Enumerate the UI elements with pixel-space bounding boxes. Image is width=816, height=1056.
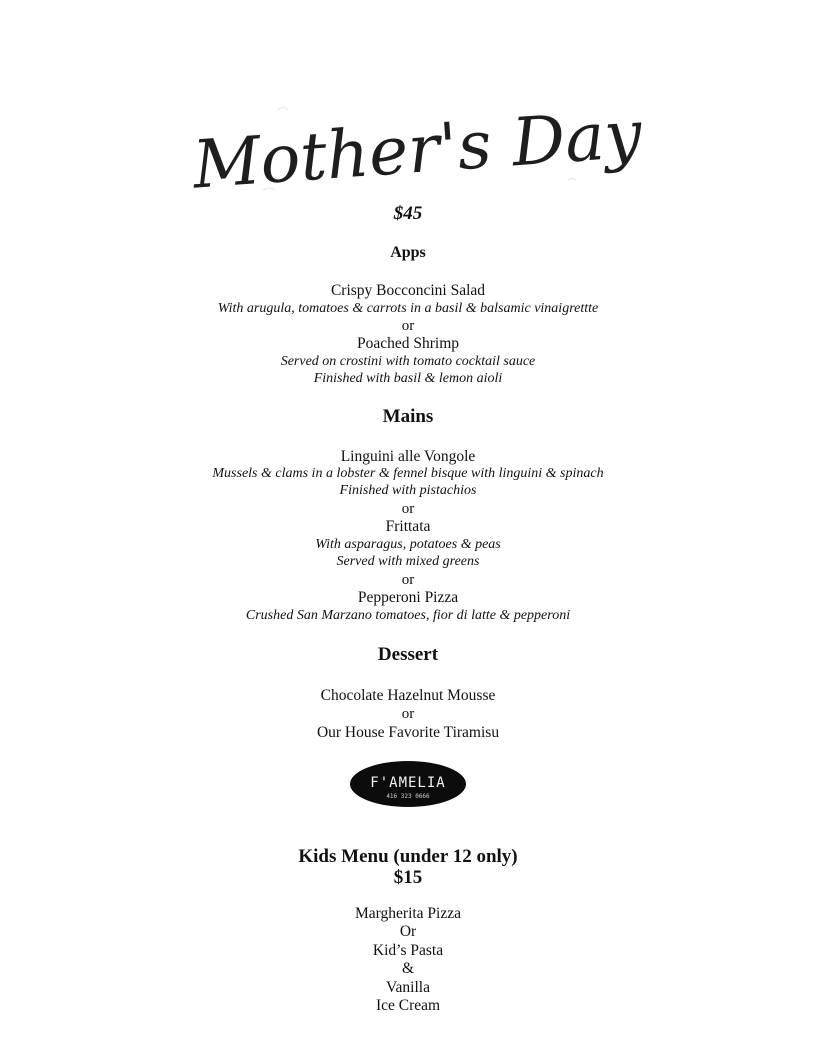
kids-ampersand: & <box>401 960 415 977</box>
kids-item-ice-cream: Ice Cream <box>375 997 441 1014</box>
mothers-day-title: Mother's Day <box>190 95 645 204</box>
kids-price: $15 <box>393 867 423 888</box>
mains-or-1: or <box>401 501 415 517</box>
mains-item-frittata: Frittata <box>385 518 431 535</box>
dessert-item-mousse: Chocolate Hazelnut Mousse <box>320 687 496 704</box>
mains-item-pizza: Pepperoni Pizza <box>357 589 459 606</box>
apps-item-bocconcini: Crispy Bocconcini Salad <box>330 282 486 299</box>
kids-or: Or <box>399 923 417 940</box>
dessert-item-tiramisu: Our House Favorite Tiramisu <box>316 724 500 741</box>
kids-item-pizza: Margherita Pizza <box>354 905 462 922</box>
mains-item-pizza-desc: Crushed San Marzano tomatoes, fior di latte & pepperoni <box>245 608 571 623</box>
mains-item-linguini-desc-1: Mussels & clams in a lobster & fennel bisque with linguini & spinach <box>212 466 604 481</box>
dessert-heading: Dessert <box>377 644 439 665</box>
kids-item-pasta: Kid’s Pasta <box>372 942 444 959</box>
mains-item-frittata-desc-1: With asparagus, potatoes & peas <box>315 537 501 552</box>
apps-or: or <box>401 318 415 334</box>
mothers-day-title-art <box>190 95 645 205</box>
logo-phone: 416 323 0666 <box>386 793 430 800</box>
dessert-or: or <box>401 706 415 722</box>
apps-heading: Apps <box>390 244 426 261</box>
mains-or-2: or <box>401 572 415 588</box>
apps-item-shrimp-desc-1: Served on crostini with tomato cocktail sauce <box>280 354 536 369</box>
apps-item-bocconcini-desc: With arugula, tomatoes & carrots in a basil & balsamic vinaigrettte <box>217 301 599 316</box>
apps-item-shrimp: Poached Shrimp <box>356 335 460 352</box>
mains-item-linguini: Linguini alle Vongole <box>340 448 476 465</box>
apps-item-shrimp-desc-2: Finished with basil & lemon aioli <box>313 371 503 386</box>
mains-item-linguini-desc-2: Finished with pistachios <box>339 483 477 498</box>
logo-name: F'AMELIA <box>370 775 446 791</box>
kids-heading: Kids Menu (under 12 only) <box>298 846 518 867</box>
famelia-logo-icon <box>349 760 467 808</box>
set-price: $45 <box>393 203 423 224</box>
mains-item-frittata-desc-2: Served with mixed greens <box>336 554 480 569</box>
mains-heading: Mains <box>382 406 434 427</box>
kids-item-vanilla: Vanilla <box>386 979 430 996</box>
